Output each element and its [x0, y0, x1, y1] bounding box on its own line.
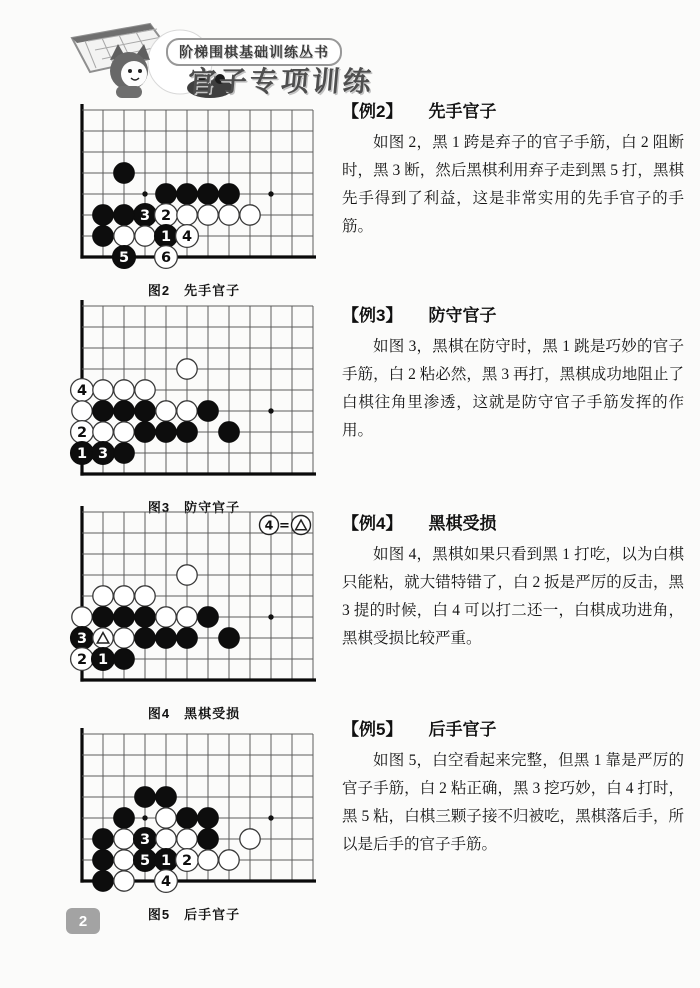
figure-block-5 — [69, 728, 319, 923]
star-point — [142, 815, 147, 820]
black-stone — [114, 443, 134, 463]
example-3-heading — [342, 301, 684, 326]
go-board-figure-4 — [69, 506, 319, 701]
go-board-figure-2 — [69, 104, 319, 278]
black-stone — [198, 808, 218, 828]
white-stone — [156, 401, 176, 421]
black-stone — [114, 205, 134, 225]
move-number: 4 — [76, 383, 88, 399]
move-number: 3 — [97, 446, 109, 462]
black-stone — [114, 607, 134, 627]
example-5-body: 如图 5，白空看起来完整，但黑 1 靠是严厉的官子手筋，白 2 粘正确，黑 3 挖巧妙，白 4 打时，黑 5 粘，白棋三颗子接不归被吃，黑棋落后手，所以是后手的官子手筋。 — [342, 752, 684, 853]
white-stone — [93, 380, 113, 400]
black-stone — [135, 401, 155, 421]
figure-4-caption: 图4 黑棋受损 — [147, 706, 241, 721]
example-4-heading — [342, 509, 684, 534]
example-5-tag: 【例5】 — [342, 720, 403, 739]
move-number: 6 — [160, 250, 172, 266]
series-title-banner: 阶梯围棋基础训练丛书 — [166, 38, 342, 66]
move-number: 4 — [181, 229, 193, 245]
white-stone — [177, 829, 197, 849]
move-number: 3 — [139, 208, 151, 224]
black-stone — [156, 628, 176, 648]
black-stone — [114, 649, 134, 669]
black-stone — [219, 628, 239, 648]
go-board-figure-5 — [69, 728, 319, 902]
move-number: 5 — [118, 250, 130, 266]
example-2-title: 先手官子 — [428, 102, 497, 121]
figure-5-caption: 图5 后手官子 — [147, 907, 241, 922]
black-stone — [93, 226, 113, 246]
white-stone — [219, 205, 239, 225]
white-stone — [240, 829, 260, 849]
go-board-svg — [69, 728, 319, 897]
cat-mascot-graphic — [110, 44, 150, 98]
move-number: 1 — [160, 229, 172, 245]
white-stone — [177, 205, 197, 225]
black-stone — [114, 163, 134, 183]
example-4-body: 如图 4，黑棋如果只看到黑 1 打吃，以为白棋只能粘，就大错特错了，白 2 扳是严厉的反击，黑 3 提的时候，白 4 可以打二还一，白棋成功进角，黑棋受损比较严重。 — [342, 546, 684, 647]
example-2-block — [342, 97, 684, 241]
white-stone — [219, 850, 239, 870]
move-number: 1 — [76, 446, 88, 462]
star-point — [268, 614, 273, 619]
page-header — [58, 16, 376, 100]
white-stone — [114, 422, 134, 442]
white-stone — [93, 422, 113, 442]
go-board-svg — [69, 300, 319, 490]
white-stone — [72, 607, 92, 627]
white-stone — [156, 829, 176, 849]
move-number: 5 — [139, 853, 151, 869]
example-4-block — [342, 509, 684, 653]
white-stone — [177, 401, 197, 421]
move-number: 2 — [181, 853, 193, 869]
example-4-tag: 【例4】 — [342, 514, 403, 533]
white-stone — [93, 628, 113, 648]
example-5-block — [342, 715, 684, 859]
example-2-body: 如图 2，黑 1 跨是弃子的官子手筋，白 2 阻断时，黑 3 断，然后黑棋利用弃子走到黑 5 打，黑棋先手得到了利益，这是非常实用的先手官子的手筋。 — [342, 134, 684, 235]
white-stone — [114, 586, 134, 606]
move-number: 3 — [76, 631, 88, 647]
move-number: 3 — [139, 832, 151, 848]
black-stone — [114, 808, 134, 828]
white-stone — [240, 205, 260, 225]
figure-block-2 — [69, 104, 319, 299]
black-stone — [93, 607, 113, 627]
black-stone — [156, 184, 176, 204]
black-stone — [177, 422, 197, 442]
white-stone — [114, 226, 134, 246]
black-stone — [135, 628, 155, 648]
page-number-badge: 2 — [66, 908, 100, 934]
white-stone — [114, 628, 134, 648]
go-board-figure-3 — [69, 300, 319, 495]
example-2-heading — [342, 97, 684, 122]
figure-2-caption: 图2 先手官子 — [147, 283, 241, 298]
example-5-heading — [342, 715, 684, 740]
black-stone — [198, 184, 218, 204]
black-stone — [93, 850, 113, 870]
white-stone — [156, 808, 176, 828]
black-stone — [156, 787, 176, 807]
go-board-svg — [69, 104, 319, 273]
black-stone — [177, 628, 197, 648]
example-3-block — [342, 301, 684, 445]
black-stone — [198, 829, 218, 849]
white-stone — [114, 380, 134, 400]
go-board-svg — [69, 506, 319, 696]
white-stone — [114, 871, 134, 891]
move-number: 2 — [76, 652, 88, 668]
figure-block-4 — [69, 506, 319, 722]
black-stone — [177, 184, 197, 204]
black-stone — [93, 829, 113, 849]
white-stone — [177, 359, 197, 379]
example-4-title: 黑棋受损 — [428, 514, 497, 533]
black-stone — [93, 401, 113, 421]
example-3-tag: 【例3】 — [342, 306, 403, 325]
book-title: 官子专项训练 — [186, 66, 376, 97]
legend-move-number: 4 — [264, 517, 274, 533]
white-stone — [198, 205, 218, 225]
black-stone — [219, 422, 239, 442]
white-stone — [135, 586, 155, 606]
white-stone — [72, 401, 92, 421]
legend-marked-stone — [292, 516, 311, 535]
black-stone — [114, 401, 134, 421]
legend-equals: = — [279, 518, 290, 534]
figure-block-3 — [69, 300, 319, 516]
black-stone — [198, 401, 218, 421]
white-stone — [114, 829, 134, 849]
example-3-title: 防守官子 — [428, 306, 497, 325]
star-point — [268, 815, 273, 820]
white-stone — [177, 607, 197, 627]
black-stone — [156, 422, 176, 442]
black-stone — [135, 787, 155, 807]
star-point — [268, 191, 273, 196]
example-3-body: 如图 3，黑棋在防守时，黑 1 跳是巧妙的官子手筋，白 2 粘必然，黑 3 再打，黑棋成功地阻止了白棋往角里渗透，这就是防守官子手筋发挥的作用。 — [342, 338, 684, 439]
black-stone — [135, 607, 155, 627]
star-point — [268, 408, 273, 413]
move-number: 1 — [160, 853, 172, 869]
white-stone — [156, 607, 176, 627]
example-2-tag: 【例2】 — [342, 102, 403, 121]
black-stone — [135, 422, 155, 442]
example-5-title: 后手官子 — [428, 720, 497, 739]
white-stone — [198, 850, 218, 870]
move-number: 2 — [76, 425, 88, 441]
move-number: 4 — [160, 874, 172, 890]
black-stone — [177, 808, 197, 828]
move-number: 1 — [97, 652, 109, 668]
white-stone — [135, 380, 155, 400]
white-stone — [114, 850, 134, 870]
white-stone — [93, 586, 113, 606]
move-number: 2 — [160, 208, 172, 224]
white-stone — [177, 565, 197, 585]
black-stone — [93, 205, 113, 225]
black-stone — [219, 184, 239, 204]
figure-3-caption: 图3 防守官子 — [147, 500, 241, 515]
white-stone — [135, 226, 155, 246]
black-stone — [198, 607, 218, 627]
black-stone — [93, 871, 113, 891]
star-point — [142, 191, 147, 196]
